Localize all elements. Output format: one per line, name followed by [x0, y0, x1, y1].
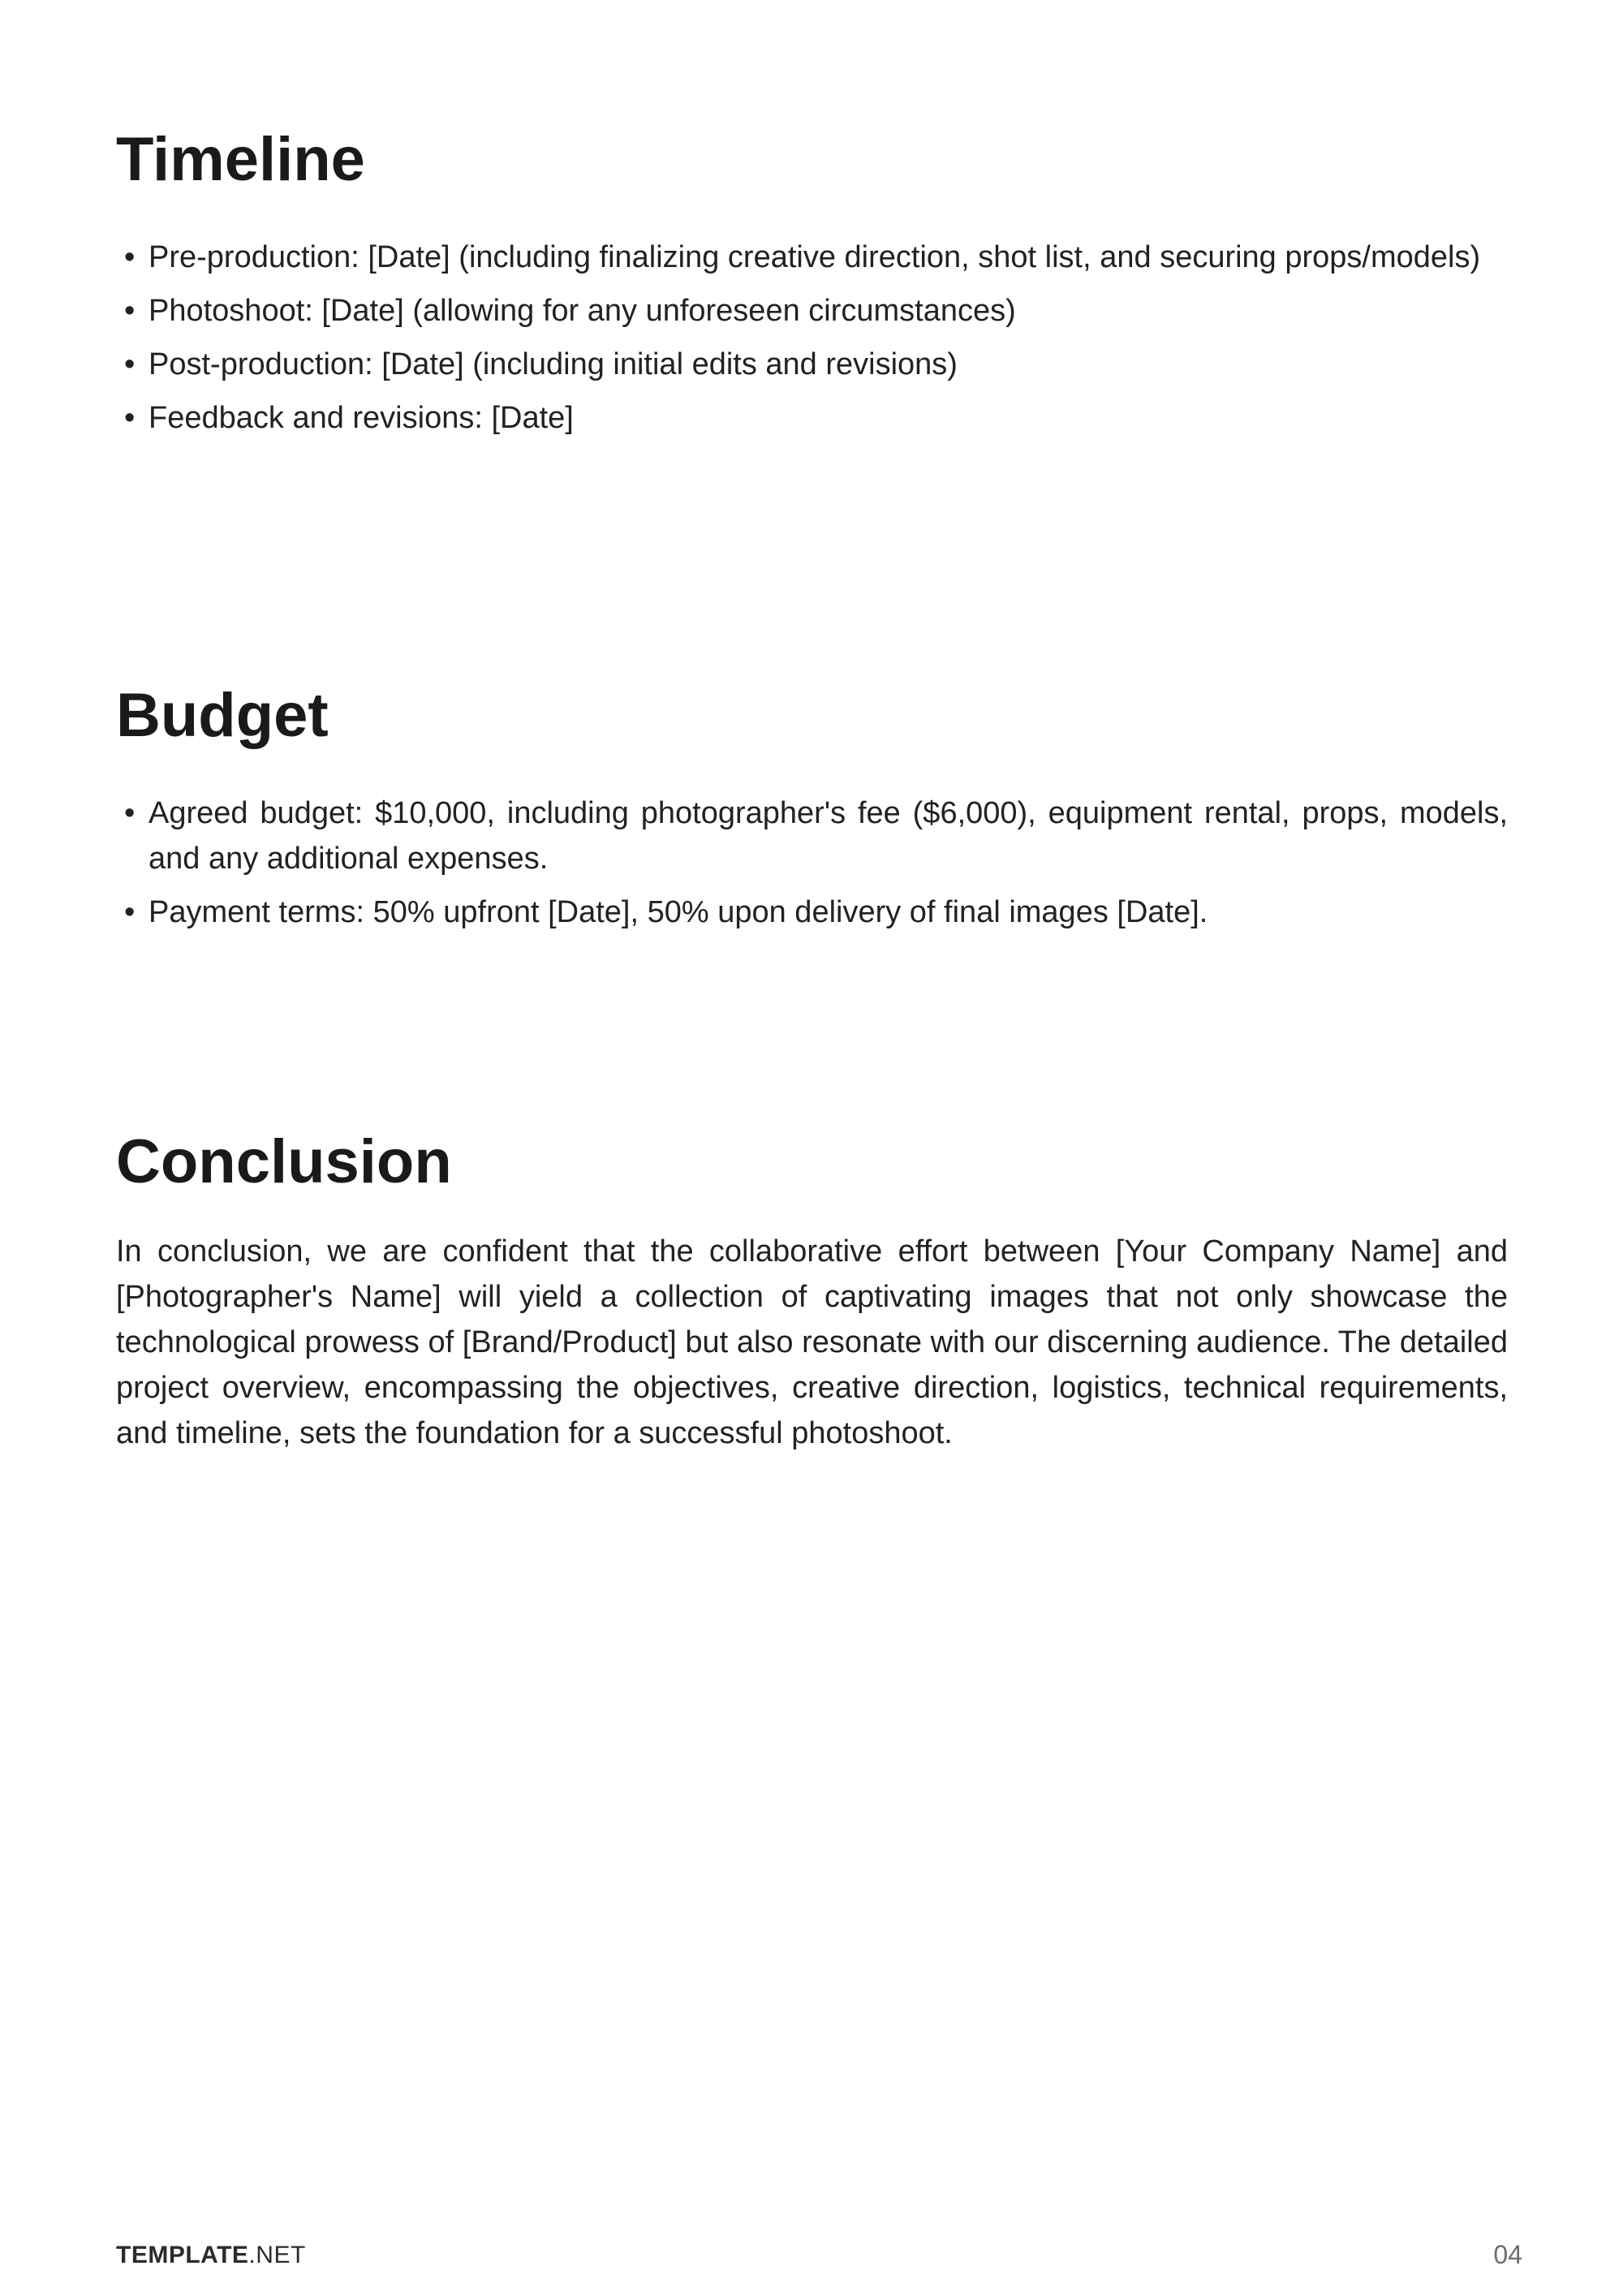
- conclusion-paragraph: In conclusion, we are confident that the collaborative effort between [Your Company Name] and [Photographer's Name] will yield a collection of captivating images that not only showcase the technological prowess of [Brand/Product] but also resonate with our discerning audience. The detailed project overview, encompassing the objectives, creative direction, logistics, technical requirements, and timeline, sets the foundation for a successful photoshoot.: [116, 1234, 1508, 1450]
- list-item: [116, 235, 1508, 280]
- budget-item-text: Payment terms: 50% upfront [Date], 50% upon delivery of final images [Date].: [149, 894, 1208, 929]
- budget-item-text: Agreed budget: $10,000, including photographer's fee ($6,000), equipment rental, props, models, and any additional expenses.: [149, 795, 1508, 876]
- bullet-icon: •: [124, 400, 136, 435]
- list-item: [116, 790, 1508, 881]
- list-item: [116, 890, 1508, 935]
- bullet-icon: •: [124, 239, 136, 274]
- footer-brand-logo: [116, 2242, 306, 2269]
- footer-brand-bold: TEMPLATE: [116, 2242, 249, 2268]
- bullet-icon: •: [124, 795, 136, 830]
- list-item: [116, 342, 1508, 387]
- list-item: [116, 288, 1508, 334]
- bullet-icon: •: [124, 347, 136, 381]
- conclusion-section: [116, 1128, 1508, 1456]
- timeline-section: [116, 126, 1508, 449]
- budget-heading: Budget: [116, 681, 329, 750]
- timeline-item-text: Pre-production: [Date] (including finalizing creative direction, shot list, and securing props/models): [149, 239, 1481, 274]
- page-number: 04: [1493, 2240, 1522, 2269]
- timeline-heading: Timeline: [116, 125, 365, 194]
- timeline-item-text: Post-production: [Date] (including initial edits and revisions): [149, 347, 958, 381]
- list-item: [116, 395, 1508, 441]
- timeline-item-text: Feedback and revisions: [Date]: [149, 400, 574, 435]
- bullet-icon: •: [124, 293, 136, 328]
- timeline-item-text: Photoshoot: [Date] (allowing for any unforeseen circumstances): [149, 293, 1016, 328]
- footer-brand-light: .NET: [248, 2242, 306, 2268]
- conclusion-heading: Conclusion: [116, 1127, 452, 1196]
- budget-section: [116, 682, 1508, 943]
- timeline-list: [116, 235, 1508, 441]
- budget-list: [116, 790, 1508, 935]
- bullet-icon: •: [124, 894, 136, 929]
